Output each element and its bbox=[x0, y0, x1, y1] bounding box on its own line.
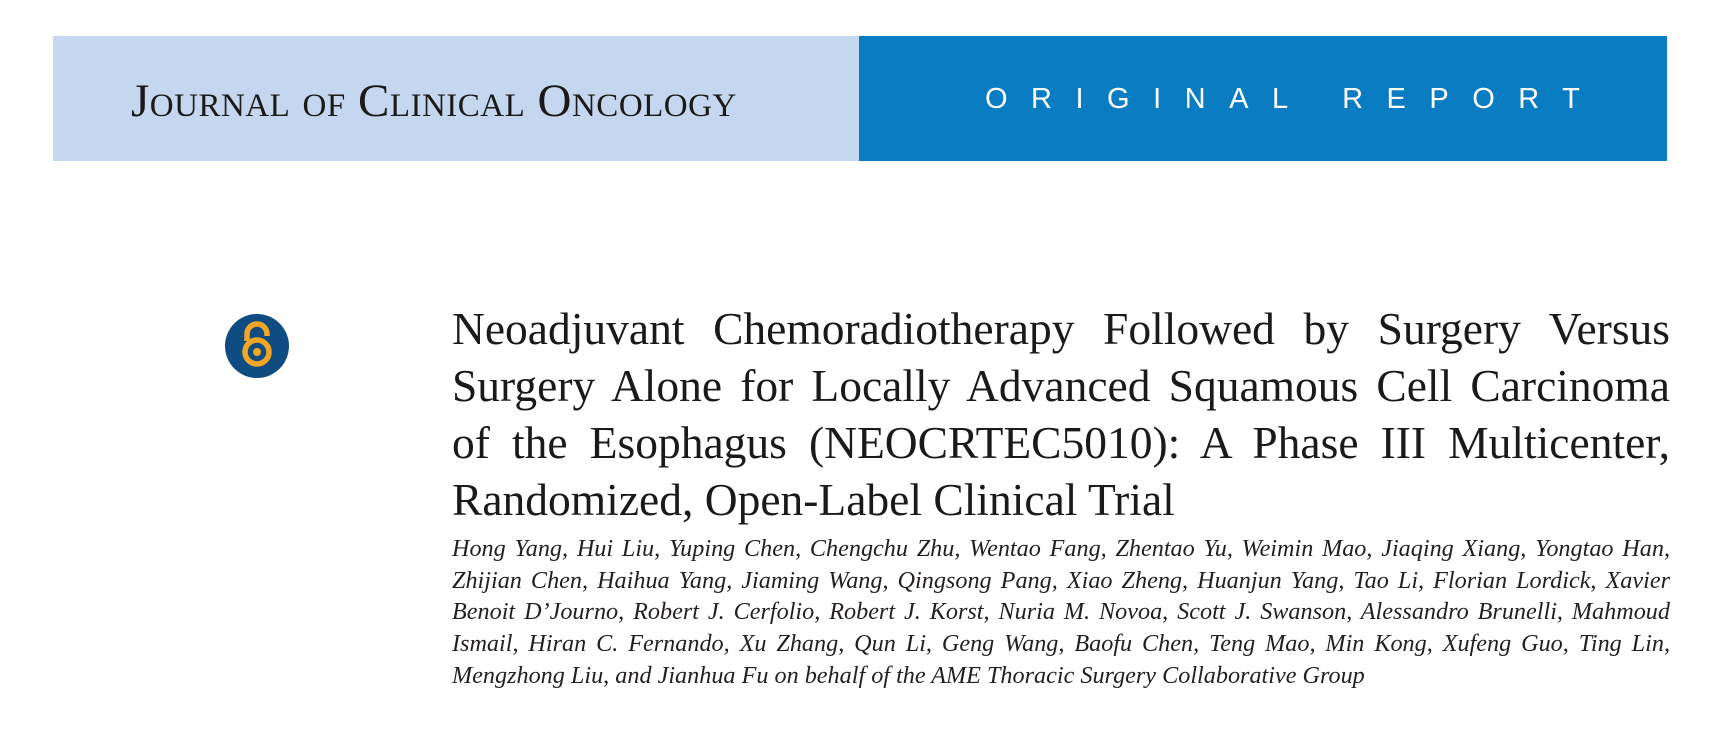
masthead-section-band bbox=[859, 36, 1667, 161]
section-label: ORIGINAL REPORT bbox=[985, 83, 1604, 115]
journal-masthead bbox=[53, 36, 1667, 161]
article-title: Neoadjuvant Chemoradiotherapy Followed by Surgery Versus Surgery Alone for Locally Advanced Squamous Cell Carcinoma of the Esophagus (NEOCRTEC5010): A Phase III Multicenter, Randomized, Open-Label Clinical Trial bbox=[452, 303, 1670, 525]
journal-name: Journal of Clinical Oncology bbox=[131, 74, 737, 127]
open-access-icon bbox=[225, 314, 289, 378]
article-header bbox=[452, 300, 1670, 692]
masthead-journal-band bbox=[53, 36, 859, 161]
author-list: Hong Yang, Hui Liu, Yuping Chen, Chengchu Zhu, Wentao Fang, Zhentao Yu, Weimin Mao, Jiaqing Xiang, Yongtao Han, Zhijian Chen, Haihua Yang, Jiaming Wang, Qingsong Pang, Xiao Zheng, Huanjun Yang, Tao Li, Florian Lordick, Xavier Benoit D’Journo, Robert J. Cerfolio, Robert J. Korst, Nuria M. Novoa, Scott J. Swanson, Alessandro Brunelli, Mahmoud Ismail, Hiran C. Fernando, Xu Zhang, Qun Li, Geng Wang, Baofu Chen, Teng Mao, Min Kong, Xufeng Guo, Ting Lin, Mengzhong Liu, and Jianhua Fu on behalf of the AME Thoracic Surgery Collaborative Group bbox=[452, 535, 1670, 689]
